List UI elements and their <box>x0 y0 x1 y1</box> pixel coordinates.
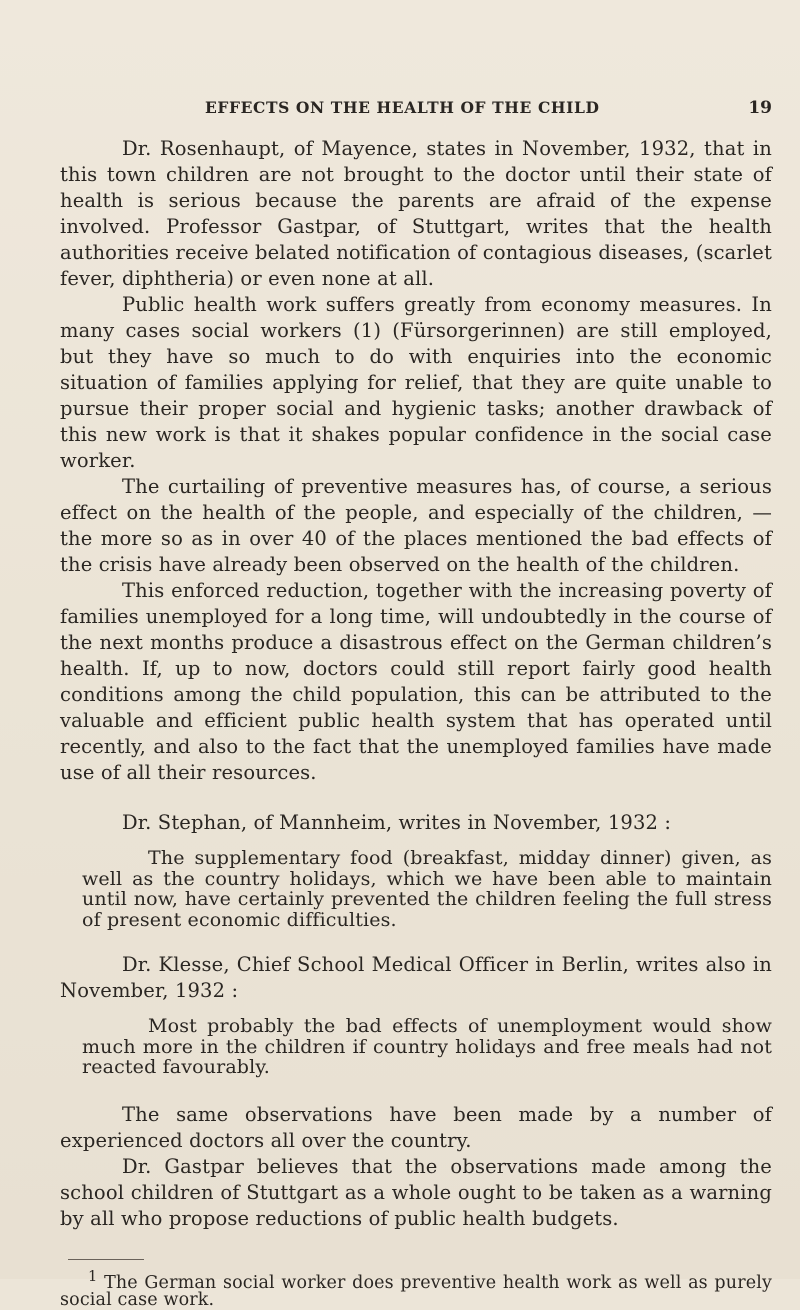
paragraph-gastpar: Dr. Gastpar believes that the observations made among the school children of Stuttgart as a whole ought to be taken as a warning by all who propose reductions of public health budgets. <box>60 1154 772 1230</box>
klesse-quote-text: Most probably the bad effects of unemployment would show much more in the children if country holidays and free meals had not reacted favourably. <box>82 1015 772 1078</box>
stephan-quote <box>82 848 772 930</box>
klesse-intro: Dr. Klesse, Chief School Medical Officer in Berlin, writes also in November, 1932 : <box>60 953 772 1002</box>
body-text <box>60 136 772 1309</box>
klesse-quote <box>82 1016 772 1078</box>
footnote-divider <box>68 1259 144 1260</box>
page-number: 19 <box>748 98 772 118</box>
stephan-intro: Dr. Stephan, of Mannheim, writes in November, 1932 : <box>122 811 672 834</box>
running-title: EFFECTS ON THE HEALTH OF THE CHILD <box>205 98 600 117</box>
footnote-text: The German social worker does preventive health work as well as purely social case work. <box>60 1272 772 1310</box>
paragraph-rosenhaupt: Dr. Rosenhaupt, of Mayence, states in November, 1932, that in this town children are not brought to the doctor until their state of health is serious because the parents are afraid of the expense involved. Professor Gastpar, of Stuttgart, writes that the health authorities receive belated notification of contagious diseases, (scarlet fever, diphtheria) or even none at all. <box>60 137 772 290</box>
footnote <box>60 1268 772 1310</box>
running-head <box>60 98 772 124</box>
stephan-quote-text: The supplementary food (breakfast, midday dinner) given, as well as the country holidays, which we have been able to maintain until now, have certainly prevented the children feeling the full stress of present economic difficulties. <box>82 847 772 931</box>
paragraph-same-observations: The same observations have been made by a number of experienced doctors all over the country. <box>60 1102 772 1152</box>
paragraph-enforced-reduction: This enforced reduction, together with the increasing poverty of families unemployed for a long time, will undoubtedly in the course of the next months produce a disastrous effect on the German children’s health. If, up to now, doctors could still report fairly good health conditions among the child population, this can be attributed to the valuable and efficient public health system that has operated until recently, and also to the fact that the unemployed families have made use of all their resources. <box>60 579 772 784</box>
paragraph-preventive-measures: The curtailing of preventive measures has, of course, a serious effect on the health of the people, and especially of the children, — the more so as in over 40 of the places mentioned the bad effects of the crisis have already been observed on the health of the children. <box>60 475 772 576</box>
paragraph-public-health: Public health work suffers greatly from economy measures. In many cases social workers (1) (Fürsorgerinnen) are still employed, but they have so much to do with enquiries into the economic situation of families applying for relief, that they are quite unable to pursue their proper social and hygienic tasks; another drawback of this new work is that it shakes popular confidence in the social case worker. <box>60 293 772 472</box>
footnote-marker: 1 <box>88 1267 98 1285</box>
